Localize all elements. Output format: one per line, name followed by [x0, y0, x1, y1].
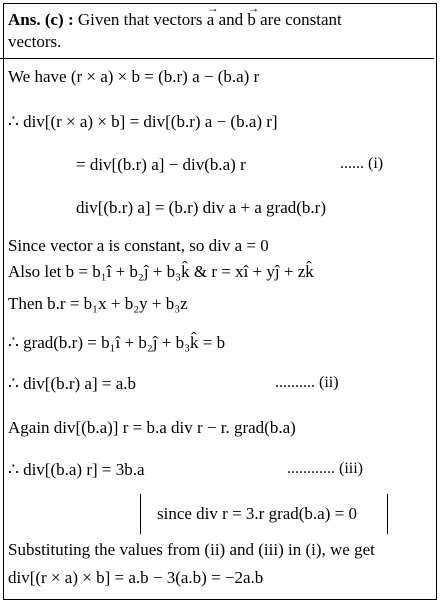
equation-number-iii: ............ (iii): [287, 460, 363, 477]
text-line-15: Substituting the values from (ii) and (iii) in (i), we get: [8, 540, 375, 559]
equation-line-6: div[(b.r) a] = (b.r) div a + a grad(b.r): [76, 198, 326, 217]
answer-line-1: [8, 1, 342, 30]
answer-line-2: vectors.: [8, 32, 62, 51]
since-bracket: [140, 494, 388, 534]
equation-line-10: ∴ grad(b.r) = b₁î + b₂ĵ + b₃k̂ = b: [8, 333, 226, 352]
equation-line-5: = div[(b.r) a] − div(b.a) r: [76, 155, 246, 174]
equation-line-12: Again div[(b.a)] r = b.a div r − r. grad(b.a): [8, 418, 296, 437]
equation-number-i: ...... (i): [340, 155, 384, 172]
equation-line-4: ∴ div[(r × a) × b] = div[(b.r) a − (b.a) r]: [8, 112, 278, 131]
answer-label: Ans. (c) :: [8, 10, 74, 29]
equation-line-13: ∴ div[(b.a) r] = 3b.a: [8, 460, 145, 479]
text-line-7: Since vector a is constant, so div a = 0: [8, 236, 269, 255]
equation-line-11: ∴ div[(b.r) a] = a.b: [8, 374, 137, 393]
equation-line-16: div[(r × a) × b] = a.b − 3(a.b) = −2a.b: [8, 568, 264, 587]
equation-number-ii: .......... (ii): [275, 374, 339, 391]
answer-line-1-text: Given that vectors a → and b → are constant: [77, 1, 342, 29]
since-text: since div r = 3.r grad(b.a) = 0: [157, 504, 357, 523]
divider: [0, 58, 434, 59]
text-line-9: Then b.r = b₁x + b₂y + b₃z: [8, 294, 188, 313]
text-line-8: Also let b = b₁î + b₂ĵ + b₃k̂ & r = xî + yĵ + zk̂: [8, 262, 314, 281]
equation-line-3: We have (r × a) × b = (b.r) a − (b.a) r: [8, 67, 260, 86]
